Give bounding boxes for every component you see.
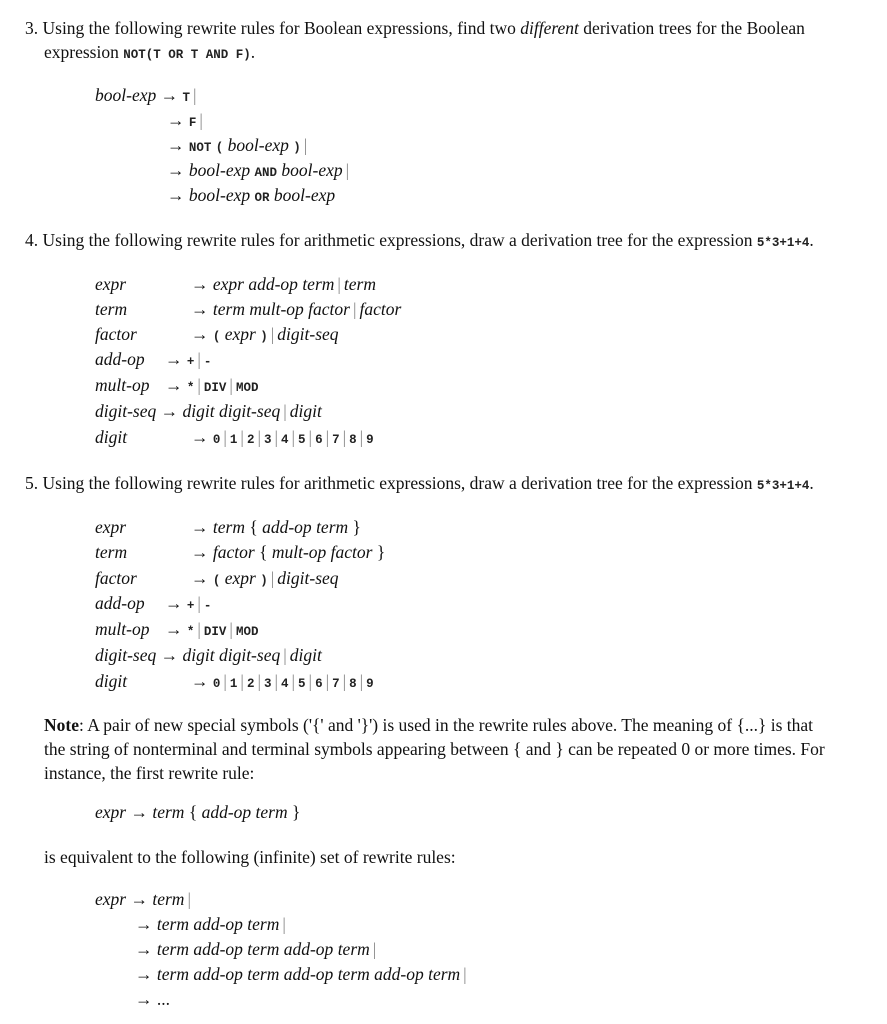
alternative-separator: |: [187, 889, 191, 909]
grammar-symbol: the string of nonterminal and terminal symbols appearing between { and } can be repeated 0 or more times. For: [44, 739, 825, 759]
alternative-separator: |: [274, 427, 278, 447]
expansion-3: [135, 937, 379, 961]
alternative-separator: |: [197, 619, 201, 639]
q3-rule-1: [95, 83, 200, 110]
grammar-symbol: term: [152, 802, 185, 822]
q5-rule-addop: [95, 591, 211, 618]
q5-rule-multop: [95, 617, 258, 644]
grammar-symbol: digit: [182, 401, 215, 421]
grammar-symbol: expr: [212, 274, 244, 294]
alternative-separator: |: [342, 427, 347, 447]
grammar-symbol: digit: [95, 671, 128, 691]
grammar-symbol: digit: [289, 401, 322, 421]
grammar-symbol: term: [247, 914, 280, 934]
grammar-symbol: factor: [95, 568, 137, 588]
terminal-symbol: -: [203, 599, 212, 613]
arrow-icon: →: [135, 914, 153, 934]
expansion-4: [135, 962, 470, 986]
grammar-symbol: instance, the first rewrite rule:: [44, 763, 255, 783]
q3-text-line1: [25, 16, 805, 40]
grammar-symbol: expr: [95, 274, 127, 294]
grammar-symbol: {: [249, 517, 258, 537]
grammar-symbol: term: [428, 964, 461, 984]
expansion-2: [135, 912, 289, 936]
terminal-symbol: T: [182, 91, 190, 105]
q5-text: [25, 471, 814, 498]
grammar-symbol: different: [520, 18, 579, 38]
grammar-symbol: Using the following rewrite rules for Boolean expressions, find two: [42, 18, 521, 38]
alternative-separator: |: [257, 427, 261, 447]
arrow-icon: →: [191, 299, 209, 319]
terminal-symbol: DIV: [203, 381, 227, 395]
grammar-symbol: add-op: [193, 964, 243, 984]
arrow-icon: →: [191, 568, 209, 588]
note-equiv: [44, 845, 456, 869]
q5-rule-expr: [95, 515, 361, 539]
alternative-separator: |: [240, 427, 244, 447]
grammar-symbol: term: [337, 939, 370, 959]
q4-rule-term: [95, 297, 401, 321]
arrow-icon: →: [165, 375, 183, 395]
alternative-separator: |: [197, 349, 201, 369]
grammar-symbol: digit-seq: [218, 645, 281, 665]
note-example-rule: [95, 800, 300, 824]
terminal-symbol: 0: [212, 677, 221, 691]
terminal-symbol: 9: [366, 677, 374, 691]
alternative-separator: |: [223, 671, 227, 691]
terminal-symbol: 7: [332, 433, 340, 447]
alternative-separator: |: [193, 85, 197, 105]
alternative-separator: |: [283, 401, 287, 421]
terminal-symbol: OR: [254, 191, 270, 205]
alternative-separator: |: [229, 375, 233, 395]
terminal-symbol: 3: [263, 433, 272, 447]
grammar-symbol: term: [316, 517, 349, 537]
q3-expression: NOT(T OR T AND F): [123, 48, 251, 62]
grammar-symbol: .: [250, 42, 256, 62]
grammar-symbol: add-op: [95, 349, 145, 369]
arrow-icon: →: [191, 427, 209, 447]
alternative-separator: |: [197, 375, 201, 395]
arrow-icon: →: [191, 324, 209, 344]
note-line1: [44, 713, 813, 737]
arrow-icon: →: [160, 645, 179, 665]
q4-text: [25, 228, 814, 255]
arrow-icon: →: [160, 401, 179, 421]
terminal-symbol: 5: [298, 433, 306, 447]
terminal-symbol: (: [212, 330, 221, 344]
alternative-separator: |: [352, 299, 357, 319]
alternative-separator: |: [291, 671, 296, 691]
arrow-icon: →: [191, 517, 209, 537]
alternative-separator: |: [282, 914, 286, 934]
grammar-symbol: bool-exp: [95, 85, 157, 105]
grammar-symbol: term: [247, 964, 280, 984]
alternative-separator: |: [229, 619, 233, 639]
arrow-icon: →: [167, 160, 185, 180]
alternative-separator: |: [308, 671, 313, 691]
grammar-symbol: expr: [95, 889, 127, 909]
alternative-separator: |: [274, 671, 278, 691]
terminal-symbol: ): [260, 330, 268, 344]
grammar-symbol: factor: [212, 542, 255, 562]
grammar-symbol: expr: [95, 802, 127, 822]
note-line2: [44, 737, 825, 761]
terminal-symbol: (: [215, 141, 224, 155]
grammar-symbol: expr: [224, 324, 256, 344]
arrow-icon: →: [167, 185, 185, 205]
alternative-separator: |: [240, 671, 244, 691]
q3-rule-2: [167, 108, 206, 135]
grammar-symbol: digit-seq: [95, 645, 157, 665]
q4-rule-digit: [95, 425, 374, 452]
grammar-symbol: {: [188, 802, 198, 822]
q3-rule-5: [167, 183, 335, 210]
terminal-symbol: 4: [281, 433, 289, 447]
q4-rule-factor: [95, 322, 339, 349]
alternative-separator: |: [270, 324, 275, 344]
terminal-symbol: 1: [229, 433, 238, 447]
q4-number: 4.: [25, 230, 39, 250]
alternative-separator: |: [359, 671, 364, 691]
grammar-symbol: .: [809, 473, 814, 493]
alternative-separator: |: [308, 427, 313, 447]
terminal-symbol: *: [186, 625, 195, 639]
arrow-icon: →: [191, 671, 209, 691]
alternative-separator: |: [342, 671, 347, 691]
terminal-symbol: 2: [246, 433, 255, 447]
arrow-icon: →: [135, 964, 153, 984]
terminal-symbol: 9: [366, 433, 374, 447]
terminal-symbol: 0: [212, 433, 221, 447]
terminal-symbol: 1: [229, 677, 238, 691]
grammar-symbol: bool-exp: [188, 160, 251, 180]
q4-rule-digitseq: [95, 399, 322, 423]
terminal-symbol: ): [293, 141, 301, 155]
grammar-symbol: mult-op: [271, 542, 327, 562]
grammar-symbol: expr: [224, 568, 256, 588]
alternative-separator: |: [325, 671, 330, 691]
grammar-symbol: bool-exp: [188, 185, 251, 205]
grammar-symbol: digit-seq: [277, 324, 339, 344]
terminal-symbol: 2: [246, 677, 255, 691]
grammar-symbol: factor: [95, 324, 137, 344]
grammar-symbol: factor: [330, 542, 373, 562]
grammar-symbol: digit: [289, 645, 322, 665]
arrow-icon: →: [191, 542, 209, 562]
alternative-separator: |: [197, 593, 201, 613]
grammar-symbol: add-op: [262, 517, 312, 537]
grammar-symbol: digit: [182, 645, 215, 665]
q5-rule-factor: [95, 566, 339, 593]
grammar-symbol: add-op: [95, 593, 145, 613]
q4-expression: 5*3+1+4: [756, 236, 810, 250]
alternative-separator: |: [291, 427, 296, 447]
alternative-separator: |: [303, 135, 308, 155]
grammar-symbol: digit-seq: [95, 401, 157, 421]
terminal-symbol: *: [186, 381, 195, 395]
q5-expression: 5*3+1+4: [756, 479, 810, 493]
terminal-symbol: (: [212, 574, 221, 588]
q3-rule-3: [167, 133, 310, 160]
grammar-symbol: add-op: [193, 914, 243, 934]
arrow-icon: →: [167, 110, 185, 130]
alternative-separator: |: [223, 427, 227, 447]
terminal-symbol: 8: [349, 677, 357, 691]
grammar-symbol: is equivalent to the following (infinite) set of rewrite rules:: [44, 847, 456, 867]
terminal-symbol: 6: [315, 677, 323, 691]
grammar-symbol: factor: [308, 299, 350, 319]
grammar-symbol: : A pair of new special symbols ('{' and '}') is used in the rewrite rules above. The meaning of {...} is that: [78, 715, 814, 735]
grammar-symbol: term: [152, 889, 185, 909]
terminal-symbol: 6: [315, 433, 323, 447]
grammar-symbol: mult-op: [249, 299, 304, 319]
q5-number: 5.: [25, 473, 39, 493]
alternative-separator: |: [257, 671, 261, 691]
expansion-5: [135, 987, 170, 1011]
alternative-separator: |: [345, 160, 350, 180]
expansion-1: [95, 887, 194, 911]
terminal-symbol: MOD: [235, 625, 259, 639]
arrow-icon: →: [130, 802, 148, 822]
terminal-symbol: AND: [254, 166, 277, 180]
note-label: Note: [44, 715, 79, 735]
alternative-separator: |: [372, 939, 377, 959]
grammar-symbol: term: [255, 802, 288, 822]
grammar-symbol: term: [95, 299, 128, 319]
grammar-symbol: add-op: [248, 274, 298, 294]
grammar-symbol: add-op: [374, 964, 424, 984]
q3-number: 3.: [25, 18, 39, 38]
arrow-icon: →: [135, 939, 153, 959]
alternative-separator: |: [325, 427, 330, 447]
terminal-symbol: NOT: [188, 141, 212, 155]
grammar-symbol: term: [247, 939, 280, 959]
alternative-separator: |: [359, 427, 364, 447]
grammar-symbol: digit-seq: [277, 568, 339, 588]
terminal-symbol: 7: [332, 677, 340, 691]
arrow-icon: →: [167, 135, 185, 155]
q3-rule-4: [167, 158, 352, 185]
grammar-symbol: digit-seq: [218, 401, 281, 421]
grammar-symbol: ...: [156, 989, 170, 1009]
q4-rule-expr: [95, 272, 376, 296]
q3-text-line2: [44, 40, 255, 67]
grammar-symbol: factor: [359, 299, 402, 319]
grammar-symbol: term: [156, 914, 189, 934]
grammar-symbol: Using the following rewrite rules for arithmetic expressions, draw a derivation tree for the expression: [42, 230, 757, 250]
q5-rule-digit: [95, 669, 374, 696]
q4-rule-addop: [95, 347, 211, 374]
terminal-symbol: F: [188, 116, 197, 130]
grammar-symbol: bool-exp: [227, 135, 289, 155]
grammar-symbol: term: [212, 517, 245, 537]
q5-rule-digitseq: [95, 643, 322, 667]
grammar-symbol: derivation trees for the Boolean: [578, 18, 805, 38]
terminal-symbol: +: [186, 599, 195, 613]
grammar-symbol: term: [95, 542, 128, 562]
note-line3: [44, 761, 254, 785]
grammar-symbol: mult-op: [95, 619, 150, 639]
grammar-symbol: term: [337, 964, 370, 984]
alternative-separator: |: [463, 964, 467, 984]
grammar-symbol: }: [376, 542, 386, 562]
grammar-symbol: add-op: [193, 939, 243, 959]
alternative-separator: |: [283, 645, 287, 665]
grammar-symbol: bool-exp: [281, 160, 343, 180]
terminal-symbol: DIV: [203, 625, 227, 639]
arrow-icon: →: [165, 349, 183, 369]
alternative-separator: |: [270, 568, 275, 588]
terminal-symbol: 3: [263, 677, 272, 691]
grammar-symbol: term: [156, 964, 189, 984]
grammar-symbol: add-op: [283, 964, 334, 984]
terminal-symbol: 8: [349, 433, 357, 447]
grammar-symbol: add-op: [201, 802, 252, 822]
q4-rule-multop: [95, 373, 258, 400]
terminal-symbol: -: [203, 355, 212, 369]
grammar-symbol: expr: [95, 517, 127, 537]
grammar-symbol: term: [343, 274, 376, 294]
alternative-separator: |: [337, 274, 341, 294]
grammar-symbol: term: [212, 299, 245, 319]
terminal-symbol: MOD: [235, 381, 259, 395]
arrow-icon: →: [191, 274, 209, 294]
arrow-icon: →: [165, 593, 183, 613]
grammar-symbol: add-op: [283, 939, 334, 959]
grammar-symbol: .: [809, 230, 814, 250]
grammar-symbol: bool-exp: [273, 185, 336, 205]
terminal-symbol: ): [260, 574, 268, 588]
terminal-symbol: +: [186, 355, 195, 369]
terminal-symbol: 5: [298, 677, 306, 691]
alternative-separator: |: [199, 110, 203, 130]
terminal-symbol: 4: [281, 677, 289, 691]
grammar-symbol: term: [156, 939, 189, 959]
arrow-icon: →: [130, 889, 148, 909]
arrow-icon: →: [135, 989, 153, 1009]
grammar-symbol: }: [292, 802, 301, 822]
arrow-icon: →: [160, 85, 179, 105]
q5-rule-term: [95, 540, 385, 564]
grammar-symbol: expression: [44, 42, 124, 62]
grammar-symbol: mult-op: [95, 375, 150, 395]
grammar-symbol: term: [302, 274, 335, 294]
grammar-symbol: {: [259, 542, 268, 562]
grammar-symbol: }: [352, 517, 361, 537]
arrow-icon: →: [165, 619, 183, 639]
grammar-symbol: Using the following rewrite rules for arithmetic expressions, draw a derivation tree for the expression: [42, 473, 757, 493]
grammar-symbol: digit: [95, 427, 128, 447]
